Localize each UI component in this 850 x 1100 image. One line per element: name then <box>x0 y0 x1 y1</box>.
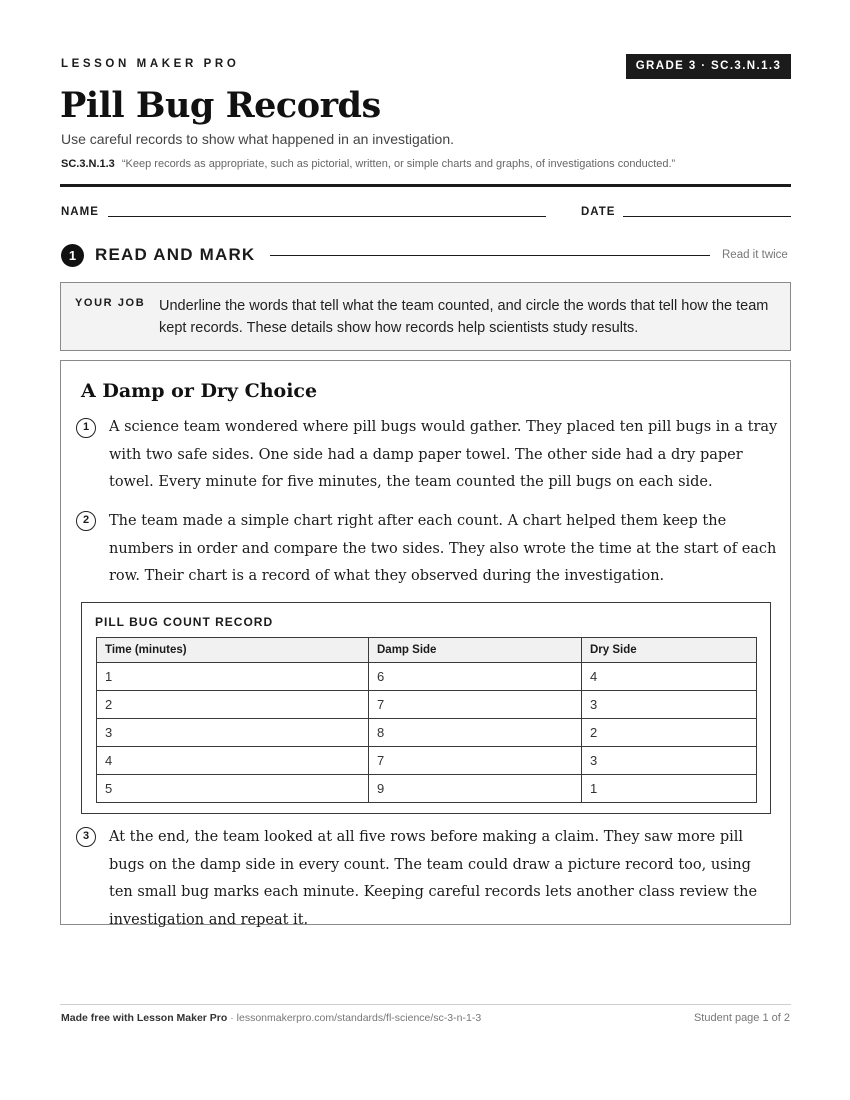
table-cell: 1 <box>97 663 369 691</box>
footer-credit <box>61 1012 481 1025</box>
standard-line <box>61 157 675 171</box>
footer-made-by: Made free with Lesson Maker Pro <box>61 1012 228 1024</box>
column-header-damp: Damp Side <box>369 638 582 663</box>
header-divider <box>60 184 791 187</box>
table-cell: 4 <box>97 747 369 775</box>
section-number-badge: 1 <box>61 244 84 267</box>
table-cell: 3 <box>582 747 757 775</box>
count-record-table-box <box>81 602 771 814</box>
page-subtitle: Use careful records to show what happened in an investigation. <box>61 131 455 147</box>
reading-passage <box>60 360 791 928</box>
paragraph-number-1: 1 <box>76 418 96 438</box>
table-cell: 7 <box>369 691 582 719</box>
table-row <box>97 747 757 775</box>
table-cell: 4 <box>582 663 757 691</box>
standard-text: “Keep records as appropriate, such as pictorial, written, or simple charts and graphs, of investigations conducted.” <box>121 158 676 170</box>
table-row <box>97 663 757 691</box>
section-divider <box>270 255 710 256</box>
table-row <box>97 775 757 803</box>
passage-title: A Damp or Dry Choice <box>81 380 318 402</box>
date-field[interactable] <box>623 216 791 217</box>
table-cell: 8 <box>369 719 582 747</box>
count-record-table <box>96 637 757 803</box>
page-indicator: Student page 1 of 2 <box>693 1012 790 1024</box>
paragraph-2: The team made a simple chart right after each count. A chart helped them keep the numbers in order and compare the two sides. They also wrote the time at the start of each row. Their chart is a record of what they observed during the investigation. <box>109 513 777 584</box>
table-header-row <box>97 638 757 663</box>
section-title: READ AND MARK <box>95 245 256 264</box>
paragraph-number-3: 3 <box>76 827 96 847</box>
footer-divider <box>60 1004 791 1005</box>
table-cell: 2 <box>97 691 369 719</box>
table-cell: 3 <box>582 691 757 719</box>
section-note: Read it twice <box>722 249 788 261</box>
table-cell: 1 <box>582 775 757 803</box>
table-cell: 7 <box>369 747 582 775</box>
name-field[interactable] <box>108 216 546 217</box>
column-header-dry: Dry Side <box>582 638 757 663</box>
standard-code: SC.3.N.1.3 <box>61 158 115 170</box>
job-box <box>60 282 791 351</box>
table-cell: 9 <box>369 775 582 803</box>
date-label: DATE <box>581 206 616 218</box>
column-header-time: Time (minutes) <box>97 638 369 663</box>
page-title: Pill Bug Records <box>60 85 381 126</box>
table-cell: 2 <box>582 719 757 747</box>
paragraph-number-2: 2 <box>76 511 96 531</box>
table-row <box>97 691 757 719</box>
table-caption: PILL BUG COUNT RECORD <box>95 615 274 629</box>
paragraph-1: A science team wondered where pill bugs would gather. They placed ten pill bugs in a tray with two safe sides. One side had a damp paper towel. The other side had a dry paper towel. Every minute for five minutes, the team counted the pill bugs on each side. <box>109 419 778 490</box>
table-cell: 5 <box>97 775 369 803</box>
paragraph-3: At the end, the team looked at all five rows before making a claim. They saw more pill bugs on the damp side in every count. The team could draw a picture record too, using ten small bug marks each minute. Keeping careful records lets another class review the investigation and repeat it. <box>109 829 758 928</box>
job-label: YOUR JOB <box>75 297 146 309</box>
table-cell: 3 <box>97 719 369 747</box>
table-cell: 6 <box>369 663 582 691</box>
table-row <box>97 719 757 747</box>
job-text: Underline the words that tell what the team counted, and circle the words that tell how the team kept records. These details show how records help scientists study results. <box>159 298 769 336</box>
name-label: NAME <box>61 206 99 218</box>
brand-name: LESSON MAKER PRO <box>61 58 240 70</box>
footer-url[interactable]: · lessonmakerpro.com/standards/fl-science/sc-3-n-1-3 <box>227 1012 482 1024</box>
grade-badge: GRADE 3 · SC.3.N.1.3 <box>626 54 791 79</box>
